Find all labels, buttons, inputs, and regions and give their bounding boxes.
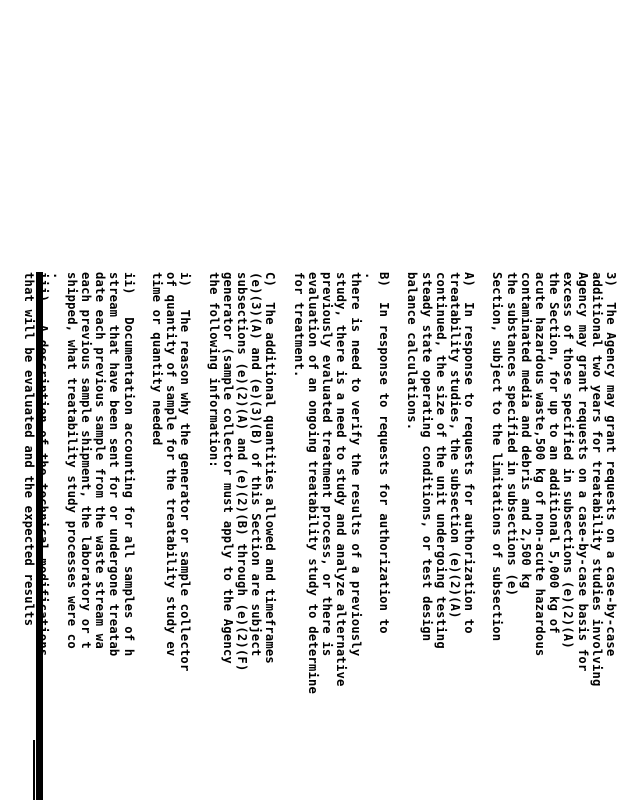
paragraph-c-line: C) The additional quantities allowed and timeframes <box>263 272 278 664</box>
text-line: there is need to verify the results of a previously <box>348 272 363 657</box>
item-iii-line: iii) A description of the technical modifications <box>36 272 51 657</box>
paragraph-b-line: B) In response to requests for authorization to <box>377 272 391 634</box>
text-line: acute hazardous waste,500 kg of non-acute hazardous <box>533 272 548 657</box>
text-line: Section, subject to the limitations of subsection <box>490 272 505 642</box>
text-line: steady state operating conditions, or test design <box>419 272 434 642</box>
rotated-text-block <box>22 272 618 800</box>
item-i-line: i) The reason why the generator or sample collector <box>178 272 193 672</box>
text-line: 3) The Agency may grant requests on a case-by-case <box>604 272 618 657</box>
text-line: Agency may grant requests on a case-by-case basis for <box>575 272 590 672</box>
text-line: the following information: <box>206 272 221 468</box>
text-line: treatability studies, the subsection (e)(2)(A) <box>447 272 462 619</box>
text-line: time or quantity needed <box>150 272 164 446</box>
paragraph-a-line: A) In response to requests for authorization to <box>462 272 477 634</box>
text-line: shipped, what treatability study processes were co <box>64 272 79 649</box>
spacer <box>136 272 150 800</box>
text-line: . <box>50 272 65 280</box>
spacer <box>391 272 405 800</box>
text-line: additional two years for treatability studies involving <box>589 272 604 687</box>
spacer <box>476 272 490 800</box>
text-line: generator (sample collector must apply to the Agency <box>220 272 235 664</box>
text-line: study, there is a need to study and analyze alternative <box>334 272 349 687</box>
text-line: excess of those specified in subsections (e)(2)(A) <box>561 272 576 649</box>
text-line: continued, the size of the unit undergoing testing <box>433 272 448 649</box>
text-line: the substances specified in subsections (e) <box>504 272 519 597</box>
text-line: previously evaluated treatment process, or there is <box>320 272 335 657</box>
text-line: that will be evaluated and the expected results <box>22 272 37 627</box>
text-line: . <box>362 272 377 280</box>
text-line: balance calculations. <box>405 272 420 431</box>
text-line: contaminated media and debris and 2,500 kg <box>518 272 533 589</box>
spacer <box>192 272 206 800</box>
text-line: of quantity of sample for the treatability study ev <box>164 272 179 657</box>
text-line: for treatment. <box>291 272 306 378</box>
text-line: subsections (e)(2)(A) and (e)(2)(B) through (e)(2)(F) <box>235 272 250 672</box>
text-line: each previous sample shipment, the laboratory or t <box>79 272 94 649</box>
text-line: the Section, for up to an additional 5,000 kg of <box>547 272 562 634</box>
text-line: evaluation of an ongoing treatability study to determine <box>306 272 321 695</box>
spacer <box>278 272 292 800</box>
item-ii-line: ii) Documentation accounting for all samples of h <box>121 272 136 657</box>
text-line: (e)(3)(A) and (e)(3)(B) of this Section are subject <box>249 272 264 657</box>
text-line: date each previous sample from the waste stream wa <box>93 272 108 649</box>
text-line: stream that have been sent for or undergone treatab <box>107 272 122 657</box>
